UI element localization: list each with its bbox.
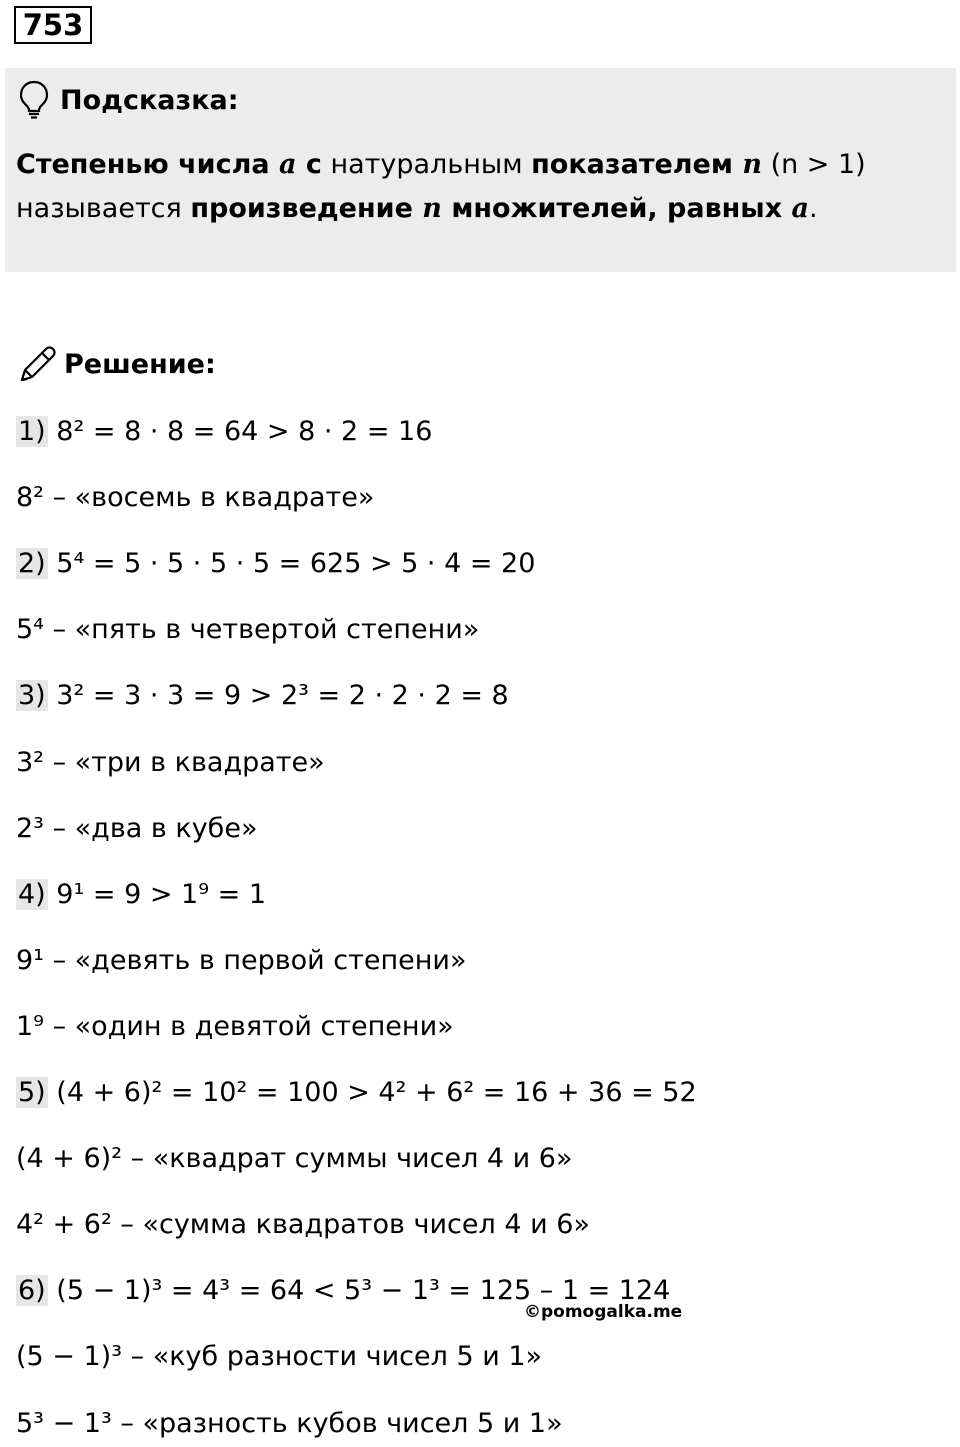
solution-line-text: 9¹ – «девять в первой степени» — [16, 944, 467, 976]
solution-line-text: 1⁹ – «один в девятой степени» — [16, 1010, 454, 1042]
solution-line-text: 5⁴ – «пять в четвертой степени» — [16, 614, 480, 646]
solution-line-text: 5³ − 1³ – «разность кубов чисел 5 и 1» — [16, 1407, 563, 1439]
hint-var-a-2: a — [791, 193, 810, 224]
solution-line-text: 3² – «три в квадрате» — [16, 746, 325, 778]
item-number-tag: 4) — [18, 878, 46, 910]
hint-bold-2: с — [296, 149, 322, 180]
solution-line-text: 8² – «восемь в квадрате» — [16, 482, 375, 514]
watermark: ©pomogalka.me — [524, 1302, 683, 1322]
item-number-tag: 5) — [18, 1077, 46, 1108]
hint-var-n-2: n — [422, 193, 442, 224]
hint-title: Подсказка: — [60, 84, 239, 116]
solution-line — [16, 943, 466, 979]
lightbulb-icon — [18, 80, 50, 120]
solution-header — [18, 342, 216, 386]
hint-bold-4: произведение — [190, 193, 423, 224]
solution-line — [16, 1141, 573, 1177]
solution-line-text: 2³ – «два в кубе» — [16, 812, 258, 844]
solution-line-text: 3² = 3 · 3 = 9 > 2³ = 2 · 2 · 2 = 8 — [47, 680, 509, 712]
solution-line-text: (4 + 6)² – «квадрат суммы чисел 4 и 6» — [16, 1143, 573, 1175]
solution-line — [16, 811, 257, 847]
hint-normal-2: называется — [16, 193, 191, 224]
item-number-tag: 3) — [18, 680, 46, 712]
item-number-tag: 2) — [18, 548, 46, 580]
hint-bold-1: Степенью числа — [16, 149, 279, 180]
solution-line-text: (4 + 6)² = 10² = 100 > 4² + 6² = 16 + 36 = 52 — [47, 1077, 697, 1108]
hint-bold-3: показателем — [531, 149, 743, 180]
solution-line — [16, 612, 479, 648]
solution-line-text: (5 − 1)³ = 4³ = 64 < 5³ − 1³ = 125 – 1 = 124 — [47, 1275, 671, 1307]
solution-line — [16, 1406, 563, 1442]
item-number-tag: 6) — [18, 1275, 46, 1307]
pencil-icon — [18, 344, 58, 384]
solution-line-text: 4² + 6² – «сумма квадратов чисел 4 и 6» — [16, 1209, 590, 1241]
solution-line — [16, 745, 325, 781]
solution-line — [16, 1075, 697, 1111]
hint-line-2 — [16, 187, 936, 231]
solution-line — [16, 877, 266, 913]
solution-line — [16, 546, 535, 582]
hint-condition: (n > 1) — [761, 149, 866, 180]
solution-line-text: (5 − 1)³ – «куб разности чисел 5 и 1» — [16, 1341, 543, 1373]
hint-normal-1: натуральным — [321, 149, 532, 180]
hint-definition — [16, 143, 936, 231]
solution-line — [16, 1207, 590, 1243]
solution-line — [16, 1339, 542, 1375]
solution-line — [16, 414, 432, 450]
solution-line — [16, 678, 509, 714]
solution-line — [16, 480, 374, 516]
hint-end: . — [809, 193, 818, 224]
hint-var-a: a — [278, 149, 297, 180]
hint-header — [18, 80, 239, 120]
solution-line-text: 8² = 8 · 8 = 64 > 8 · 2 = 16 — [47, 416, 433, 447]
solution-line-text: 9¹ = 9 > 1⁹ = 1 — [47, 878, 267, 910]
item-number-tag: 1) — [18, 416, 46, 447]
hint-line-1 — [16, 143, 936, 187]
hint-var-n: n — [742, 149, 762, 180]
solution-line-text: 5⁴ = 5 · 5 · 5 · 5 = 625 > 5 · 4 = 20 — [47, 548, 536, 580]
task-number: 753 — [14, 6, 92, 44]
solution-title: Решение: — [64, 348, 216, 380]
hint-bold-5: множителей, равных — [441, 193, 792, 224]
solution-line — [16, 1009, 454, 1045]
